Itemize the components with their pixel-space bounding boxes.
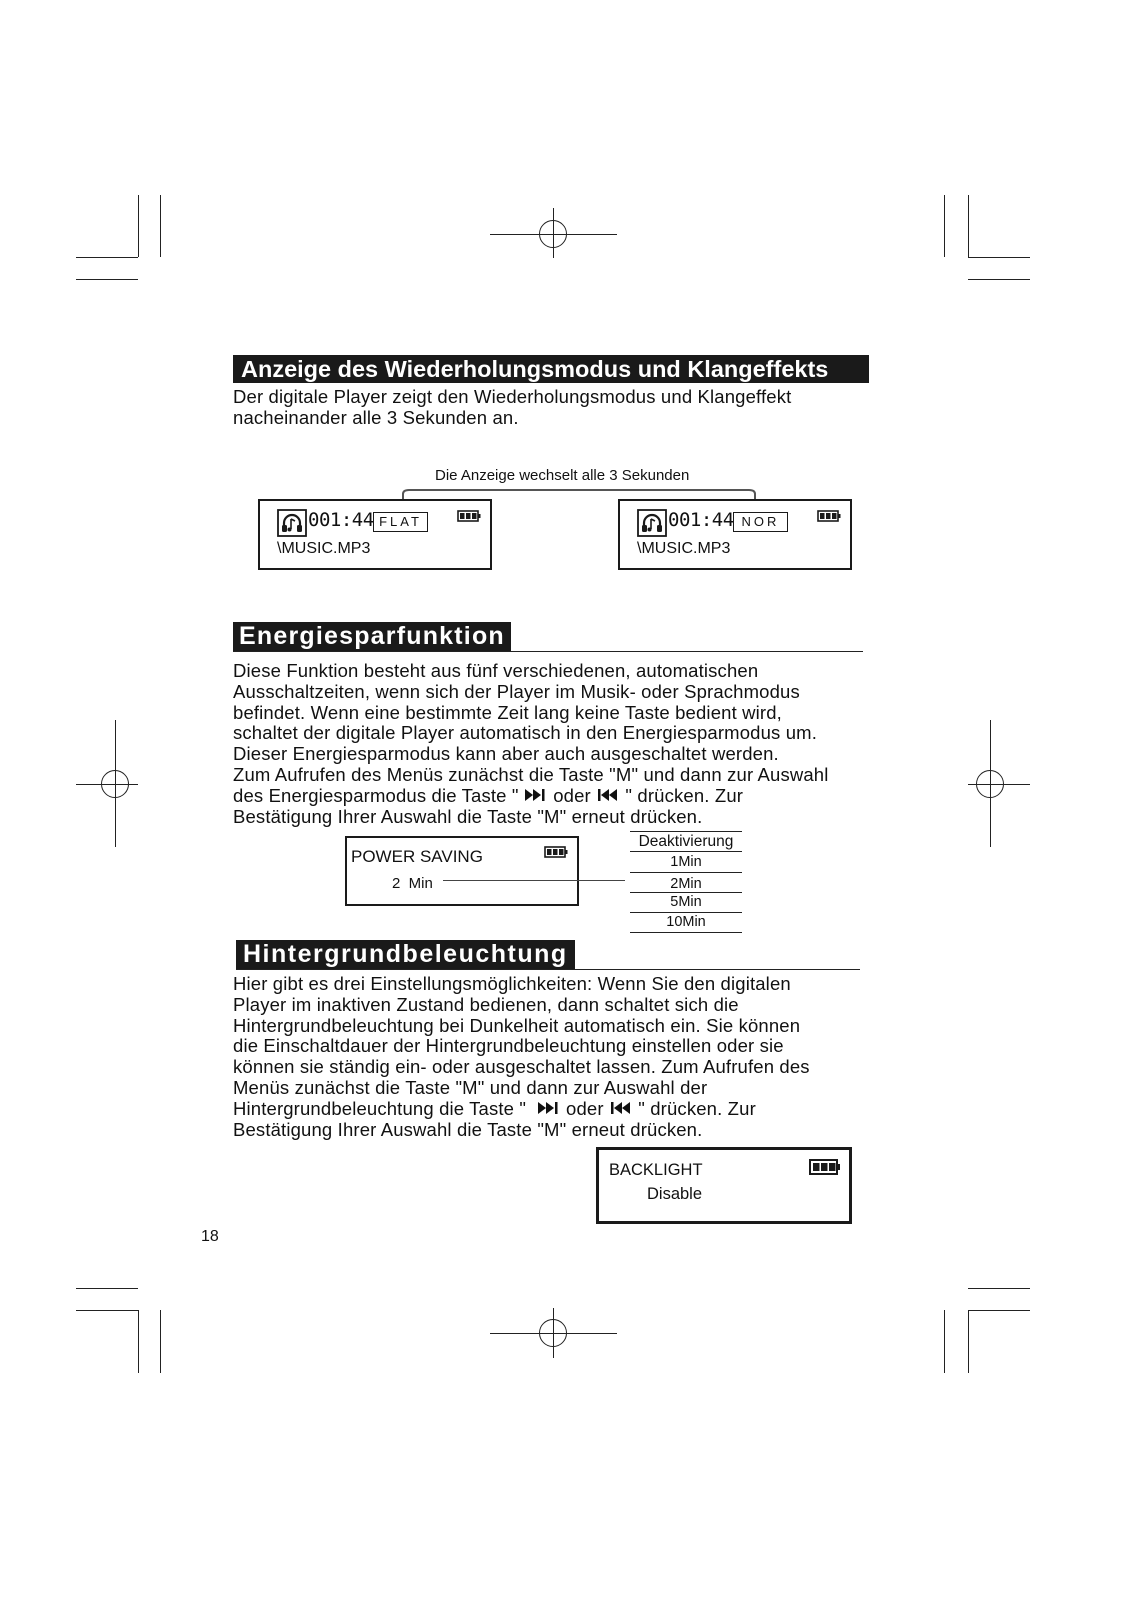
section-title-repeat: Anzeige des Wiederholungsmodus und Klangeffekts xyxy=(233,355,869,383)
battery-icon xyxy=(809,1159,841,1175)
lcd-filename: \MUSIC.MP3 xyxy=(637,540,731,557)
battery-icon xyxy=(544,846,568,858)
display-change-caption: Die Anzeige wechselt alle 3 Sekunden xyxy=(435,467,690,484)
repeat-description: Der digitale Player zeigt den Wiederholungsmodus und Klangeffekt nacheinander alle 3 Sekunden an. xyxy=(233,386,792,428)
lcd-time: 001:44 xyxy=(308,509,374,531)
eq-badge: FLAT xyxy=(373,512,428,532)
section-rule xyxy=(233,651,863,652)
battery-icon xyxy=(817,510,841,522)
lcd-title: POWER SAVING xyxy=(351,847,483,866)
lcd-power-saving xyxy=(345,836,579,906)
lcd-backlight xyxy=(596,1147,852,1224)
lcd-filename: \MUSIC.MP3 xyxy=(277,540,371,557)
next-track-icon xyxy=(537,1100,561,1116)
section-title-backlight: Hintergrundbeleuchtung xyxy=(236,940,575,969)
headphones-icon xyxy=(277,509,307,537)
power-saving-description: Diese Funktion besteht aus fünf verschiedenen, automatischen Ausschaltzeiten, wenn sich der Player im Musik- oder Sprachmodus befindet. Wenn eine bestimmte Zeit lang keine Taste bedient wird, schaltet der digitale Player automatisch in den Energiesparmodus um. Dieser Energiesparmodus kann aber auch ausgeschaltet werden. Zum Aufrufen des Menüs zunächst die Taste "M" und dann zur Auswahl des Energiesparmodus die Taste " oder " drücken. Zur Bestätigung Ihrer Auswahl die Taste "M" erneut drücken. xyxy=(233,660,829,827)
option-item: 1Min xyxy=(670,854,702,870)
section-title-power-saving: Energiesparfunktion xyxy=(233,622,511,651)
option-item: 10Min xyxy=(666,914,706,930)
option-item: 5Min xyxy=(670,894,702,910)
lcd-display-nor xyxy=(618,499,852,570)
lcd-time: 001:44 xyxy=(668,509,734,531)
page-number: 18 xyxy=(201,1228,219,1245)
option-item: 2Min xyxy=(670,876,702,892)
lcd-title: BACKLIGHT xyxy=(609,1161,703,1179)
lcd-display-flat xyxy=(258,499,492,570)
lcd-value: Disable xyxy=(647,1185,703,1203)
previous-track-icon xyxy=(596,787,620,803)
option-pointer-line xyxy=(443,880,625,881)
headphones-icon xyxy=(637,509,667,537)
previous-track-icon xyxy=(609,1100,633,1116)
eq-badge: NOR xyxy=(733,512,788,532)
next-track-icon xyxy=(524,787,548,803)
option-item: Deaktivierung xyxy=(638,833,734,850)
battery-icon xyxy=(457,510,481,522)
section-rule xyxy=(236,969,860,970)
backlight-description: Hier gibt es drei Einstellungsmöglichkeiten: Wenn Sie den digitalen Player im inaktiven Zustand bedienen, dann schaltet sich die Hintergrundbeleuchtung bei Dunkelheit automatisch ein. Sie können die Einschaltdauer der Hintergrundbeleuchtung einstellen oder sie können sie ständig ein- oder ausgeschaltet lassen. Zum Aufrufen des Menüs zunächst die Taste "M" und dann zur Auswahl der Hintergrundbeleuchtung die Taste " oder " drücken. Zur Bestätigung Ihrer Auswahl die Taste "M" erneut drücken. xyxy=(233,973,810,1140)
lcd-value: 2 Min xyxy=(392,875,433,892)
